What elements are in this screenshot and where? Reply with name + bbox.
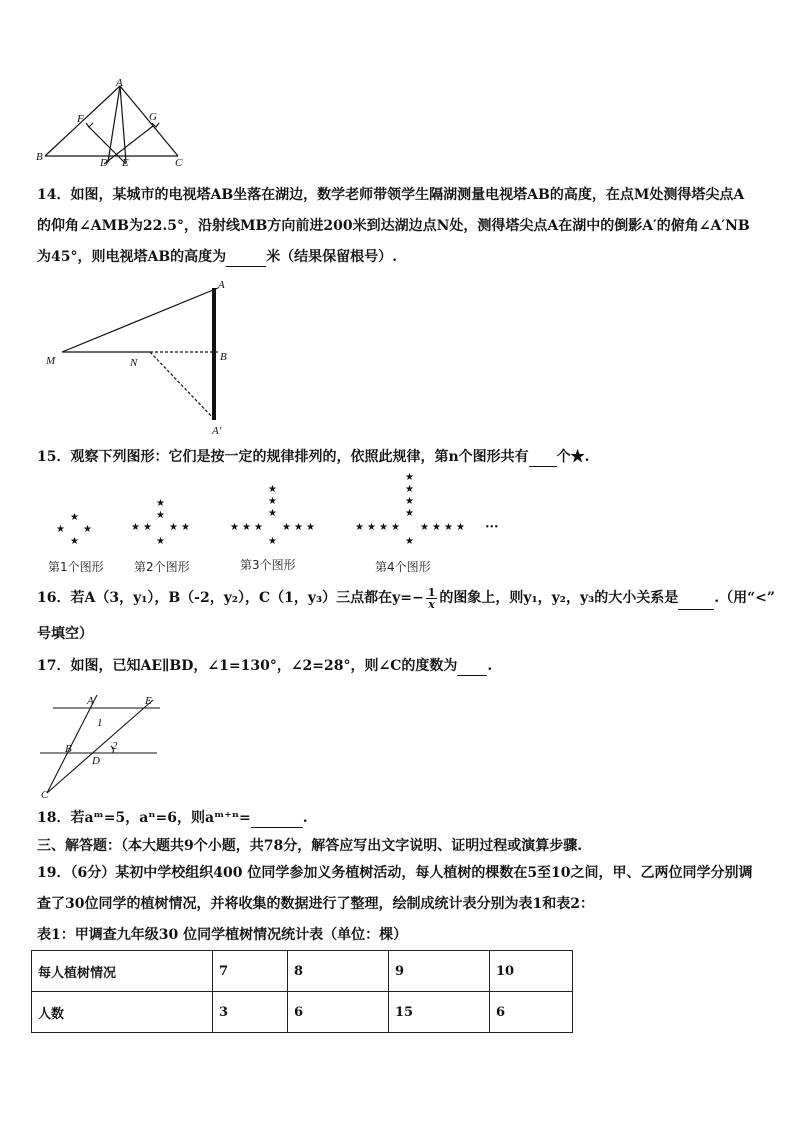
star-icon: ★ (70, 512, 79, 523)
q16-text-c: .（用“<” (714, 590, 775, 606)
label-a-prime: A′ (212, 425, 222, 437)
table-row (32, 992, 573, 1033)
label-c: C (41, 789, 49, 800)
star-icon: ★ (444, 522, 453, 533)
star-icon: ★ (268, 496, 277, 507)
table-cell: 7 (213, 951, 288, 992)
table-cell: 人数 (32, 992, 213, 1033)
star-icon: ★ (405, 508, 414, 519)
label-g: G (149, 111, 157, 123)
star-icon: ★ (83, 524, 92, 535)
star-icon: ★ (230, 522, 239, 533)
star-icon: ★ (405, 496, 414, 507)
label-b: B (220, 351, 227, 363)
star-icon: ★ (456, 522, 465, 533)
star-icon: ★ (268, 484, 277, 495)
label-b: B (65, 743, 72, 755)
star-icon: ★ (169, 522, 178, 533)
q14-line2: 的仰角∠AMB为22.5°，沿射线MB方向前进200米到达湖边点N处，测得塔尖点A在湖中的倒影A′的俯角∠A′NB (37, 218, 750, 234)
q15-text-b: 个★. (556, 449, 590, 465)
q15-text-a: 15．观察下列图形：它们是按一定的规律排列的，依照此规律，第n个图形共有 (37, 449, 529, 465)
star-icon: ★ (156, 498, 165, 509)
star-icon: ★ (282, 522, 291, 533)
answer-blank-17[interactable] (457, 659, 487, 676)
star-icon: ★ (294, 522, 303, 533)
label-a: A (218, 279, 225, 291)
figure-parallel-lines (35, 690, 175, 800)
star-icon: ★ (432, 522, 441, 533)
star-icon: ★ (355, 522, 364, 533)
label-b: B (36, 151, 43, 163)
angle-2-label: 2 (112, 740, 118, 752)
table-title: 表1：甲调查九年级30 位同学植树情况统计表（单位：棵） (37, 927, 408, 943)
q19-line1: 19．（6分）某初中学校组织400 位同学参加义务植树活动，每人植树的棵数在5至10之间，甲、乙两位同学分别调 (37, 865, 753, 881)
answer-blank-15[interactable] (529, 450, 557, 467)
star-icon: ★ (405, 472, 414, 483)
table-cell: 每人植树情况 (32, 951, 213, 992)
star-icon: ★ (405, 484, 414, 495)
q16-line2: 号填空） (37, 626, 93, 642)
star-icon: ★ (56, 524, 65, 535)
label-n: N (130, 357, 138, 369)
table-cell: 15 (389, 992, 490, 1033)
fraction-numerator: 1 (427, 585, 436, 599)
label-e: E (122, 157, 129, 169)
figure-tower (40, 278, 240, 438)
table-cell: 10 (490, 951, 573, 992)
star-icon: ★ (143, 522, 152, 533)
q16-line1 (37, 586, 775, 610)
label-d: D (100, 157, 108, 169)
caption-figure-3: 第3个图形 (240, 558, 296, 572)
star-icon: ★ (367, 522, 376, 533)
star-icon: ★ (131, 522, 140, 533)
answer-blank-16[interactable] (678, 593, 714, 610)
star-icon: ★ (181, 522, 190, 533)
fraction-denominator: x (428, 597, 435, 611)
star-icon: ★ (254, 522, 263, 533)
star-icon: ★ (379, 522, 388, 533)
table-cell: 9 (389, 951, 490, 992)
q14-line1: 14．如图，某城市的电视塔AB坐落在湖边，数学老师带领学生隔湖测量电视塔AB的高度，在点M处测得塔尖点A (37, 187, 745, 203)
caption-figure-4: 第4个图形 (375, 560, 431, 574)
star-icon: ★ (405, 536, 414, 547)
q17-line (37, 656, 492, 676)
label-a: A (87, 695, 94, 707)
star-icon: ★ (391, 522, 400, 533)
table-cell: 6 (288, 992, 389, 1033)
label-a: A (116, 78, 123, 89)
section-heading: 三、解答题：（本大题共9个小题，共78分，解答应写出文字说明、证明过程或演算步骤. (37, 838, 583, 854)
table-cell: 8 (288, 951, 389, 992)
q18-line (37, 808, 308, 828)
q14-text-a: 为45°，则电视塔AB的高度为 (37, 249, 227, 265)
statistics-table (31, 950, 573, 1033)
fraction (426, 587, 438, 610)
label-e: E (145, 695, 152, 707)
label-f: F (77, 113, 84, 125)
q19-line2: 查了30位同学的植树情况，并将收集的数据进行了整理，绘制成统计表分别为表1和表2： (37, 896, 594, 912)
star-icon: ★ (156, 510, 165, 521)
label-d: D (92, 755, 100, 767)
angle-1-label: 1 (97, 717, 103, 729)
q14-text-b: 米（结果保留根号）. (266, 249, 398, 265)
answer-blank-18[interactable] (251, 811, 303, 828)
q18-text-b: . (302, 810, 308, 826)
label-m: M (46, 355, 56, 367)
star-icon: ★ (268, 508, 277, 519)
table-cell: 3 (213, 992, 288, 1033)
q16-text-b: 的图象上，则y₁，y₂，y₃的大小关系是 (439, 590, 679, 606)
star-icon: ★ (268, 536, 277, 547)
table-cell: 6 (490, 992, 573, 1033)
star-icon: ★ (306, 522, 315, 533)
q14-line3 (37, 247, 397, 267)
q18-text-a: 18．若aᵐ=5，aⁿ=6，则aᵐ⁺ⁿ= (37, 810, 251, 826)
q17-text-a: 17．如图，已知AE∥BD，∠1=130°，∠2=28°，则∠C的度数为 (37, 658, 458, 674)
answer-blank-14[interactable] (226, 250, 266, 267)
star-icon: ★ (70, 536, 79, 547)
caption-figure-1: 第1个图形 (48, 560, 104, 574)
star-icon: ★ (420, 522, 429, 533)
table-row (32, 951, 573, 992)
pattern-figures (0, 470, 794, 580)
star-icon: ★ (156, 536, 165, 547)
q16-text-a: 16．若A（3，y₁），B（-2，y₂），C（1，y₃）三点都在y=− (37, 590, 424, 606)
label-c: C (175, 157, 183, 169)
ellipsis: ··· (485, 520, 499, 535)
q17-text-b: . (487, 658, 493, 674)
star-icon: ★ (242, 522, 251, 533)
caption-figure-2: 第2个图形 (134, 560, 190, 574)
figure-triangle-abc (30, 78, 195, 170)
q15-line (37, 447, 590, 467)
